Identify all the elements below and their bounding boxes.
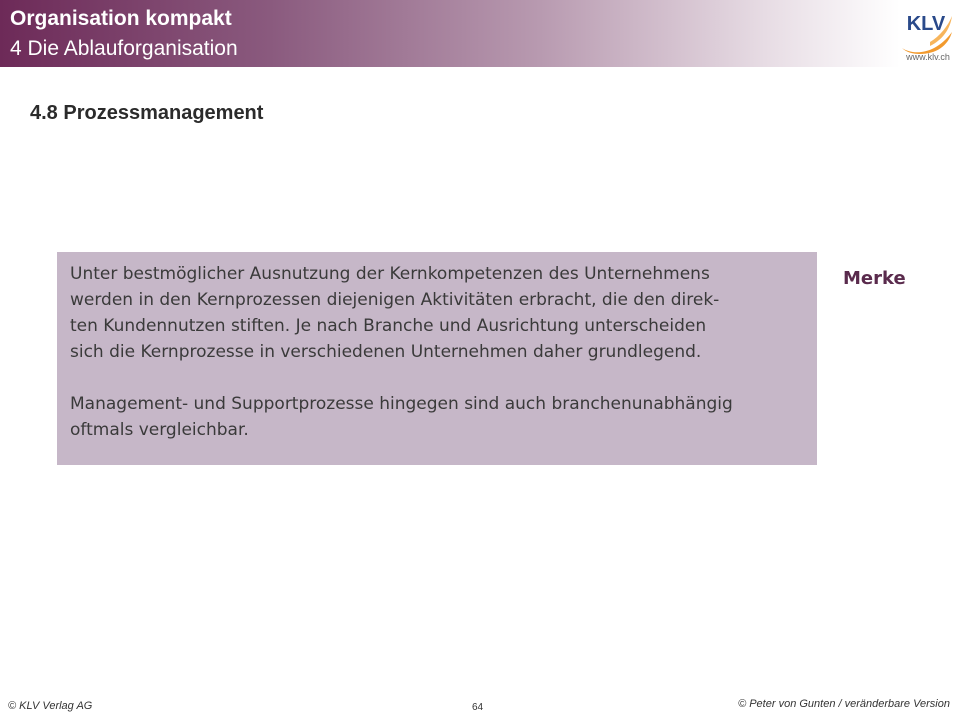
footer-copyright: © KLV Verlag AG [8, 700, 93, 712]
merke-text: Unter bestmöglicher Ausnutzung der Kernkompetenzen des Unternehmens werden in den Kernprozessen diejenigen Aktivitäten erbracht, die den direk- ten Kundennutzen stiften. Je nach Branche und Ausrichtung unterscheiden sich die Kernprozesse in verschiedenen Unternehmen daher grundlegend. Management- und Supportprozesse hingegen sind auch branchenunabhängig oftmals vergleichbar. [70, 264, 733, 440]
merke-box [57, 252, 817, 465]
page-number: 64 [472, 702, 484, 713]
klv-logo-icon [896, 2, 956, 58]
merke-label: Merke [843, 268, 906, 289]
logo-text: KLV [906, 13, 946, 35]
header-title: Organisation kompakt [10, 7, 232, 30]
footer-author: © Peter von Gunten / veränderbare Version [738, 698, 950, 710]
section-title: 4.8 Prozessmanagement [30, 102, 264, 124]
logo-url[interactable]: www.klv.ch [906, 52, 950, 62]
header-subtitle: 4 Die Ablauforganisation [10, 37, 238, 60]
